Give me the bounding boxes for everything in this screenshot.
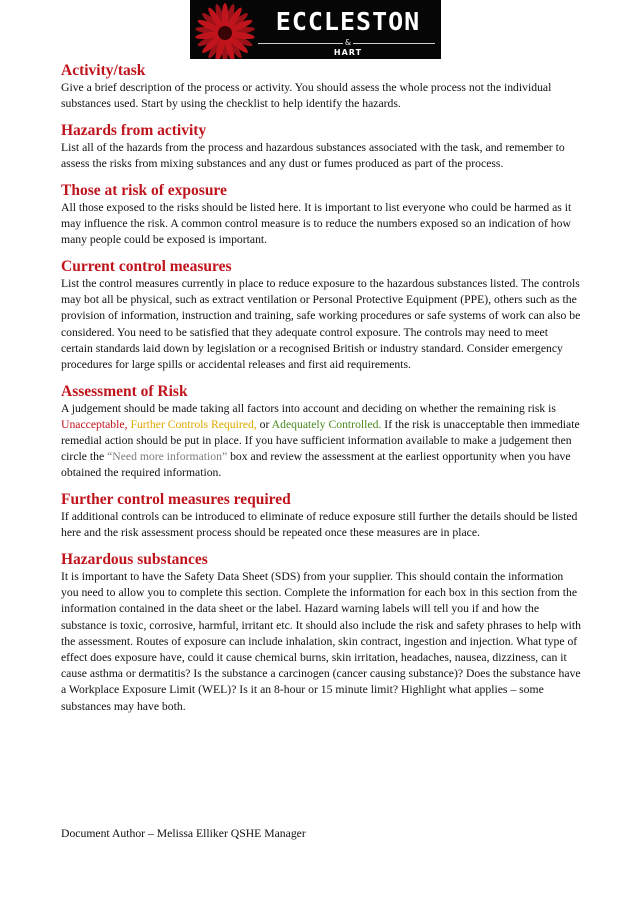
- section-heading: Those at risk of exposure: [61, 181, 227, 199]
- flower-icon: [192, 0, 258, 59]
- section-assessment-of-risk: [61, 382, 581, 482]
- company-logo: [190, 0, 441, 59]
- risk-level-further-controls: Further Controls Required,: [130, 417, 257, 431]
- section-current-control-measures: [61, 257, 581, 373]
- section-hazards-from-activity: [61, 121, 581, 172]
- section-body: [61, 401, 581, 482]
- logo-ampersand: &: [344, 38, 352, 47]
- section-heading: Activity/task: [61, 62, 146, 79]
- section-body: Give a brief description of the process or activity. You should assess the whole process not the individual substances used. Start by using the checklist to help identify the hazards.: [61, 81, 552, 111]
- section-heading: Current control measures: [61, 257, 232, 275]
- need-more-information-label: “Need more information”: [107, 450, 228, 464]
- section-hazardous-substances: [61, 550, 581, 715]
- section-heading: Assessment of Risk: [61, 382, 188, 400]
- body-text: or: [256, 417, 272, 431]
- body-text: box and review the assessment at the earliest opportunity when you have obtained the required information.: [61, 450, 571, 480]
- section-further-control-measures: [61, 490, 581, 541]
- section-heading: Hazards from activity: [61, 121, 207, 139]
- section-heading: Further control measures required: [61, 491, 291, 509]
- section-body: List all of the hazards from the process and hazardous substances associated with the task, and remember to assess the risks from mixing substances and any dust or fumes produced as part of the process.: [61, 140, 565, 171]
- section-those-at-risk: [61, 181, 581, 249]
- section-body: It is important to have the Safety Data Sheet (SDS) from your supplier. This should contain the information you need to allow you to complete this section. Complete the information for each box in this section from the information contained in the data sheet or the label. Hazard warning labels will tell you if and how the substance is toxic, corrosive, harmful, irritant etc. It should also include the risk and safety phrases to help with the assessment. Routes of exposure can include inhalation, skin contract, ingestion and injection. What type of effect does exposure have, could it cause chemical burns, skin irritation, headaches, nausea, dizziness, can it cause asthma or dermatitis? Is the substance a carcinogen (cancer causing substance)? Does the substance have a Workplace Exposure Limit (WEL)? Is it an 8-hour or 15 minute limit? Highlight what applies – some substances may have both.: [61, 570, 581, 713]
- section-activity-task: [61, 61, 581, 112]
- section-body: All those exposed to the risks should be listed here. It is important to list everyone who could be harmed as it may influence the risk. A common control measure is to reduce the numbers exposed so an indication of how many people could be exposed is important.: [61, 200, 572, 247]
- body-text: A judgement should be made taking all factors into account and deciding on whether the remaining risk is: [61, 401, 556, 415]
- section-body: If additional controls can be introduced to eliminate of reduce exposure still further the details should be listed here and the risk assessment process should be repeated once these measures are in place.: [61, 510, 578, 540]
- section-heading: Hazardous substances: [61, 551, 208, 569]
- document-author-footer: Document Author – Melissa Elliker QSHE Manager: [61, 827, 306, 840]
- section-body: List the control measures currently in place to reduce exposure to the hazardous substances listed. The controls may bot all be physical, such as extract ventilation or Personal Protective Equipment (PPE), others such as the provision of information, instruction and training, safe working procedures or safe systems of work can also be considered. You need to be satisfied that they adequate control exposure. The controls may need to meet certain standards laid down by legislation or a recognised British or industry standard. Consider emergency procedures for large spills or accidental releases and first aid requirements.: [61, 276, 581, 371]
- logo-subtitle: HART: [333, 48, 363, 57]
- guidance-content: [61, 61, 581, 715]
- risk-level-adequately-controlled: Adequately Controlled.: [271, 417, 382, 431]
- logo-wordmark: ECCLESTON: [275, 7, 421, 36]
- body-text: If the risk is unacceptable then immediate remedial action should be put in place. If you have sufficient information available to make a judgement then circle the: [61, 417, 580, 464]
- risk-level-unacceptable: Unacceptable,: [61, 417, 128, 431]
